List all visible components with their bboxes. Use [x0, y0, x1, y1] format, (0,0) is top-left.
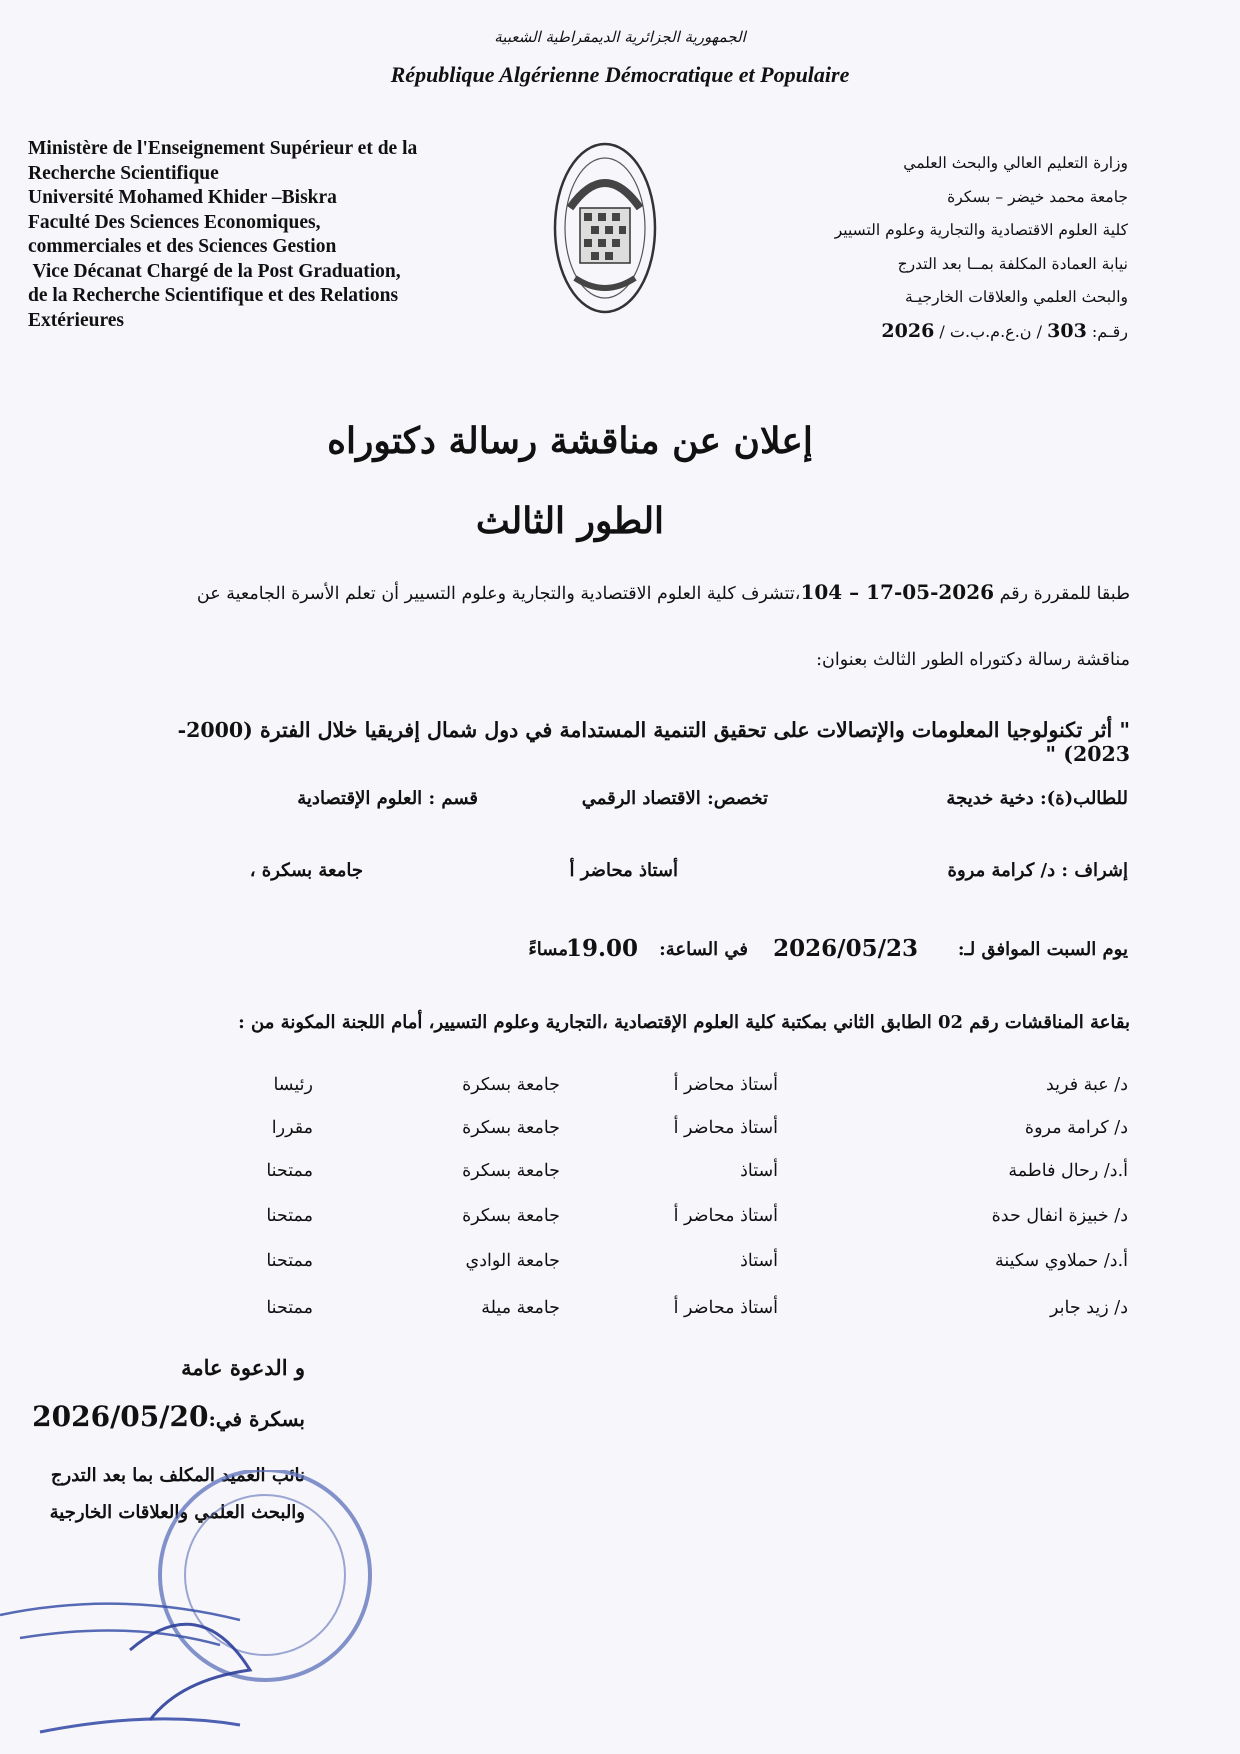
republic-title-ar: الجمهورية الجزائرية الديمقراطية الشعبية	[494, 28, 746, 46]
member-role: ممتحنا	[266, 1206, 313, 1226]
institution-line-ar: نيابة العمادة المكلفة بمــا بعد التدرج	[897, 254, 1128, 273]
committee-row	[118, 1161, 1128, 1189]
member-university: جامعة بسكرة	[462, 1118, 560, 1138]
supervisor-name: إشراف : د/ كرامة مروة	[947, 860, 1128, 881]
institution-line-ar: وزارة التعليم العالي والبحث العلمي	[903, 154, 1128, 172]
defense-date: 2026/05/23	[773, 935, 918, 962]
student-name: للطالب(ة): دخية خديجة	[946, 788, 1128, 809]
location-line: بقاعة المناقشات رقم 02 الطابق الثاني بمكتبة كلية العلوم الإقتصادية ،التجارية وعلوم التسيير، أمام اللجنة المكونة من :	[238, 1012, 1130, 1033]
committee-row	[118, 1075, 1128, 1103]
member-rank: أستاذ محاضر أ	[673, 1075, 778, 1095]
institution-line: Université Mohamed Khider –Biskra	[28, 187, 337, 208]
issue-place-date: بسكرة في:2026/05/20	[32, 1400, 305, 1433]
institution-line: Vice Décanat Chargé de la Post Graduation,	[28, 260, 401, 282]
member-role: مقررا	[271, 1118, 313, 1138]
signatory-line: نائب العميد المكلف بما بعد التدرج	[50, 1465, 305, 1486]
member-role: ممتحنا	[266, 1298, 313, 1318]
member-university: جامعة الوادي	[465, 1251, 560, 1271]
signatory-line: والبحث العلمي والعلاقات الخارجية	[49, 1502, 305, 1523]
student-department: قسم : العلوم الإقتصادية	[297, 788, 478, 809]
member-name: د/ زيد جابر	[1050, 1298, 1128, 1318]
institution-line-ar: والبحث العلمي والعلاقات الخارجيـة	[904, 288, 1128, 306]
member-rank: أستاذ	[740, 1251, 778, 1271]
decision-number: 104 – 17-05-2026	[800, 580, 995, 604]
committee-row	[118, 1206, 1128, 1234]
committee-row	[118, 1298, 1128, 1326]
member-university: جامعة ميلة	[481, 1298, 560, 1318]
institution-line: de la Recherche Scientifique et des Relations	[28, 285, 399, 306]
committee-row	[118, 1118, 1128, 1146]
institution-line: Recherche Scientifique	[28, 162, 219, 184]
time-suffix: مساءً	[528, 939, 568, 960]
member-university: جامعة بسكرة	[462, 1206, 560, 1226]
date-prefix: يوم السبت الموافق لـ:	[957, 939, 1128, 960]
republic-title-fr: République Algérienne Démocratique et Populaire	[390, 62, 850, 87]
thesis-title: " أثر تكنولوجيا المعلومات والإتصالات على تحقيق التنمية المستدامة في دول شمال إفريقيا خلال الفترة (2000-2023) "	[177, 718, 1130, 766]
student-specialty: تخصص: الاقتصاد الرقمي	[581, 788, 768, 809]
committee-row	[118, 1251, 1128, 1279]
supervisor-university: جامعة بسكرة ،	[249, 860, 363, 881]
supervisor-rank: أستاذ محاضر أ	[569, 860, 678, 881]
member-role: رئيسا	[273, 1075, 313, 1095]
university-logo	[550, 138, 660, 318]
defense-time: 19.00	[565, 935, 638, 962]
announcement-title: إعلان عن مناقشة رسالة دكتوراه	[327, 420, 813, 462]
institution-line: Ministère de l'Enseignement Supérieur et de la	[28, 138, 418, 159]
member-name: د/ عبة فريد	[1046, 1075, 1128, 1095]
member-rank: أستاذ محاضر أ	[673, 1206, 778, 1226]
member-name: د/ خبيزة انفال حدة	[991, 1206, 1128, 1226]
date-row	[118, 935, 1128, 971]
member-rank: أستاذ محاضر أ	[673, 1298, 778, 1318]
member-role: ممتحنا	[266, 1251, 313, 1271]
member-rank: أستاذ محاضر أ	[673, 1118, 778, 1138]
announcement-subtitle: الطور الثالث	[475, 500, 665, 542]
member-rank: أستاذ	[740, 1161, 778, 1181]
student-row	[118, 788, 1128, 818]
institution-line: Extérieures	[28, 309, 125, 331]
institution-line-ar: جامعة محمد خيضر – بسكرة	[947, 187, 1128, 206]
institution-line: Faculté Des Sciences Economiques,	[28, 211, 321, 233]
member-name: أ.د/ رحال فاطمة	[1008, 1161, 1128, 1181]
time-label: في الساعة:	[659, 939, 748, 960]
intro-line: طبقا للمقررة رقم 104 – 17-05-2026،تتشرف كلية العلوم الاقتصادية والتجارية وعلوم التسيير أن تعلم الأسرة الجامعية عن	[196, 580, 1130, 604]
member-role: ممتحنا	[266, 1161, 313, 1181]
intro-line-2: مناقشة رسالة دكتوراه الطور الثالث بعنوان:	[816, 650, 1130, 670]
member-name: أ.د/ حملاوي سكينة	[994, 1251, 1128, 1271]
reference-number: رقـم: 303 / ن.ع.م.ب.ت / 2026	[881, 319, 1128, 342]
member-university: جامعة بسكرة	[462, 1161, 560, 1181]
public-invitation: و الدعوة عامة	[181, 1355, 305, 1380]
member-university: جامعة بسكرة	[462, 1075, 560, 1095]
member-name: د/ كرامة مروة	[1024, 1118, 1128, 1138]
institution-block-fr	[28, 137, 518, 333]
official-stamp	[0, 1470, 420, 1750]
institution-block-ar	[708, 147, 1128, 348]
institution-line-ar: كلية العلوم الاقتصادية والتجارية وعلوم التسيير	[834, 221, 1128, 239]
institution-line: commerciales et des Sciences Gestion	[28, 236, 337, 257]
supervision-row	[118, 860, 1128, 890]
